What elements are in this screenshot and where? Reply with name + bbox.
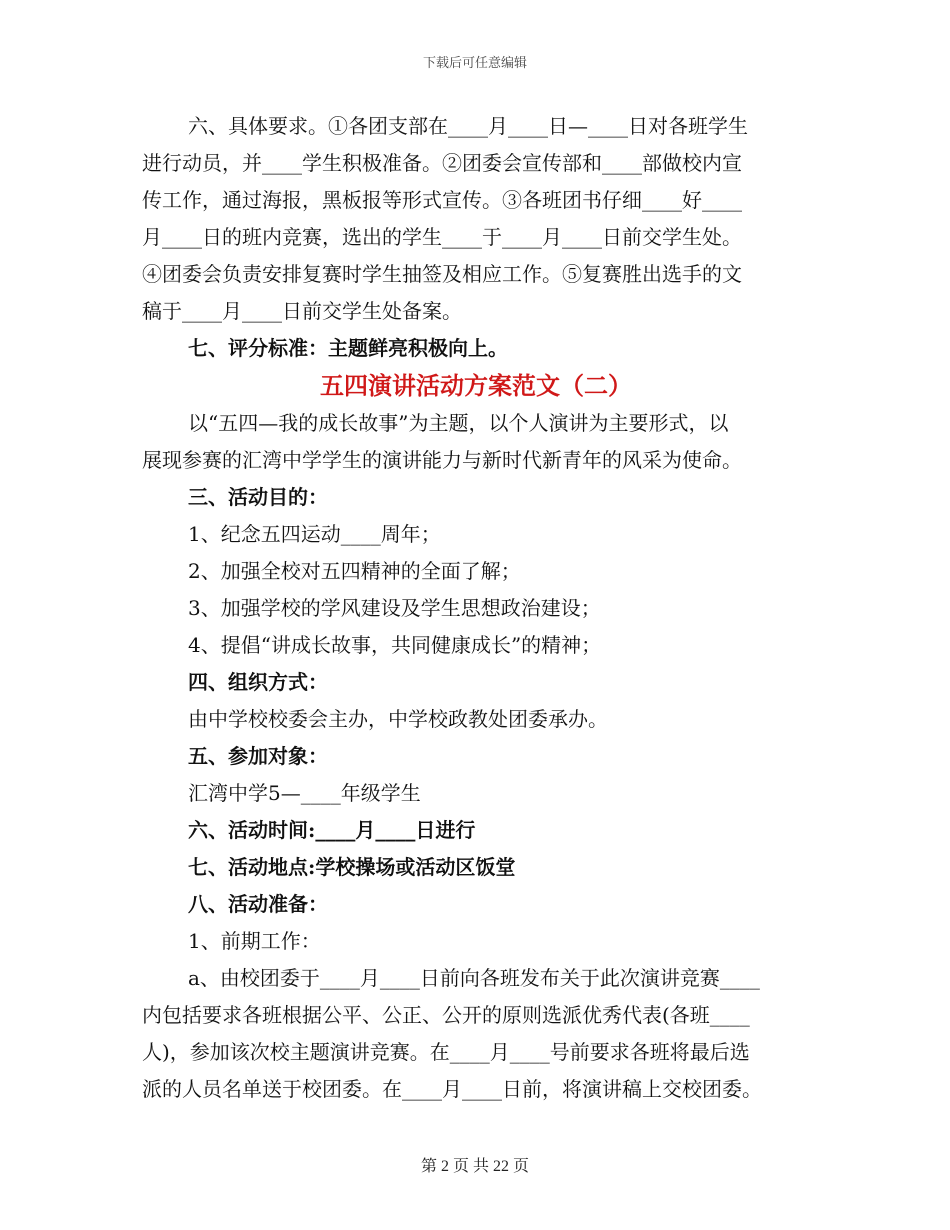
page-header: 下载后可任意编辑 xyxy=(422,56,527,71)
org-text: 由中学校校委会主办，中学校政教处团委承办。 xyxy=(188,707,608,731)
body-line: 六、具体要求。①各团支部在____月____日—____日对各班学生 xyxy=(188,114,748,138)
prep-heading: 八、活动准备： xyxy=(188,892,328,916)
purpose-heading: 三、活动目的： xyxy=(188,485,328,509)
prep-line: 内包括要求各班根据公平、公正、公开的原则选派优秀代表(各班____ xyxy=(142,1003,750,1027)
purpose-item: 1、纪念五四运动____周年； xyxy=(188,522,441,546)
scoring-heading: 七、评分标准：主题鲜亮积极向上。 xyxy=(188,336,508,360)
participants-text: 汇湾中学5—____年级学生 xyxy=(188,781,421,805)
body-line: 进行动员，并____学生积极准备。②团委会宣传部和____部做校内宣 xyxy=(142,151,742,175)
participants-heading: 五、参加对象： xyxy=(188,744,328,768)
body-line: 月____日的班内竞赛，选出的学生____于____月____日前交学生处。 xyxy=(142,225,742,249)
document-body xyxy=(142,108,810,1108)
org-heading: 四、组织方式： xyxy=(188,670,328,694)
body-line: ④团委会负责安排复赛时学生抽签及相应工作。⑤复赛胜出选手的文 xyxy=(142,262,742,286)
prep-line: a、由校团委于____月____日前向各班发布关于此次演讲竞赛____ xyxy=(188,966,760,990)
prep-line: 人)，参加该次校主题演讲竞赛。在____月____号前要求各班将最后选 xyxy=(142,1040,750,1064)
place-line: 七、活动地点:学校操场或活动区饭堂 xyxy=(188,855,516,879)
time-line: 六、活动时间:____月____日进行 xyxy=(188,818,476,842)
body-line: 传工作，通过海报，黑板报等形式宣传。③各班团书仔细____好____ xyxy=(142,188,742,212)
prep-subheading: 1、前期工作： xyxy=(188,929,321,953)
prep-line: 派的人员名单送于校团委。在____月____日前，将演讲稿上交校团委。 xyxy=(142,1077,762,1101)
body-line: 稿于____月____日前交学生处备案。 xyxy=(142,299,462,323)
intro-line: 展现参赛的汇湾中学学生的演讲能力与新时代新青年的风采为使命。 xyxy=(142,448,742,472)
purpose-item: 4、提倡“讲成长故事，共同健康成长”的精神； xyxy=(188,633,602,657)
intro-line: 以“五四—我的成长故事”为主题，以个人演讲为主要形式，以 xyxy=(188,411,729,435)
section-title: 五四演讲活动方案范文（二） xyxy=(320,371,632,400)
page-footer: 第 2 页 共 22 页 xyxy=(420,1158,529,1175)
purpose-item: 2、加强全校对五四精神的全面了解； xyxy=(188,559,521,583)
purpose-item: 3、加强学校的学风建设及学生思想政治建设； xyxy=(188,596,601,620)
